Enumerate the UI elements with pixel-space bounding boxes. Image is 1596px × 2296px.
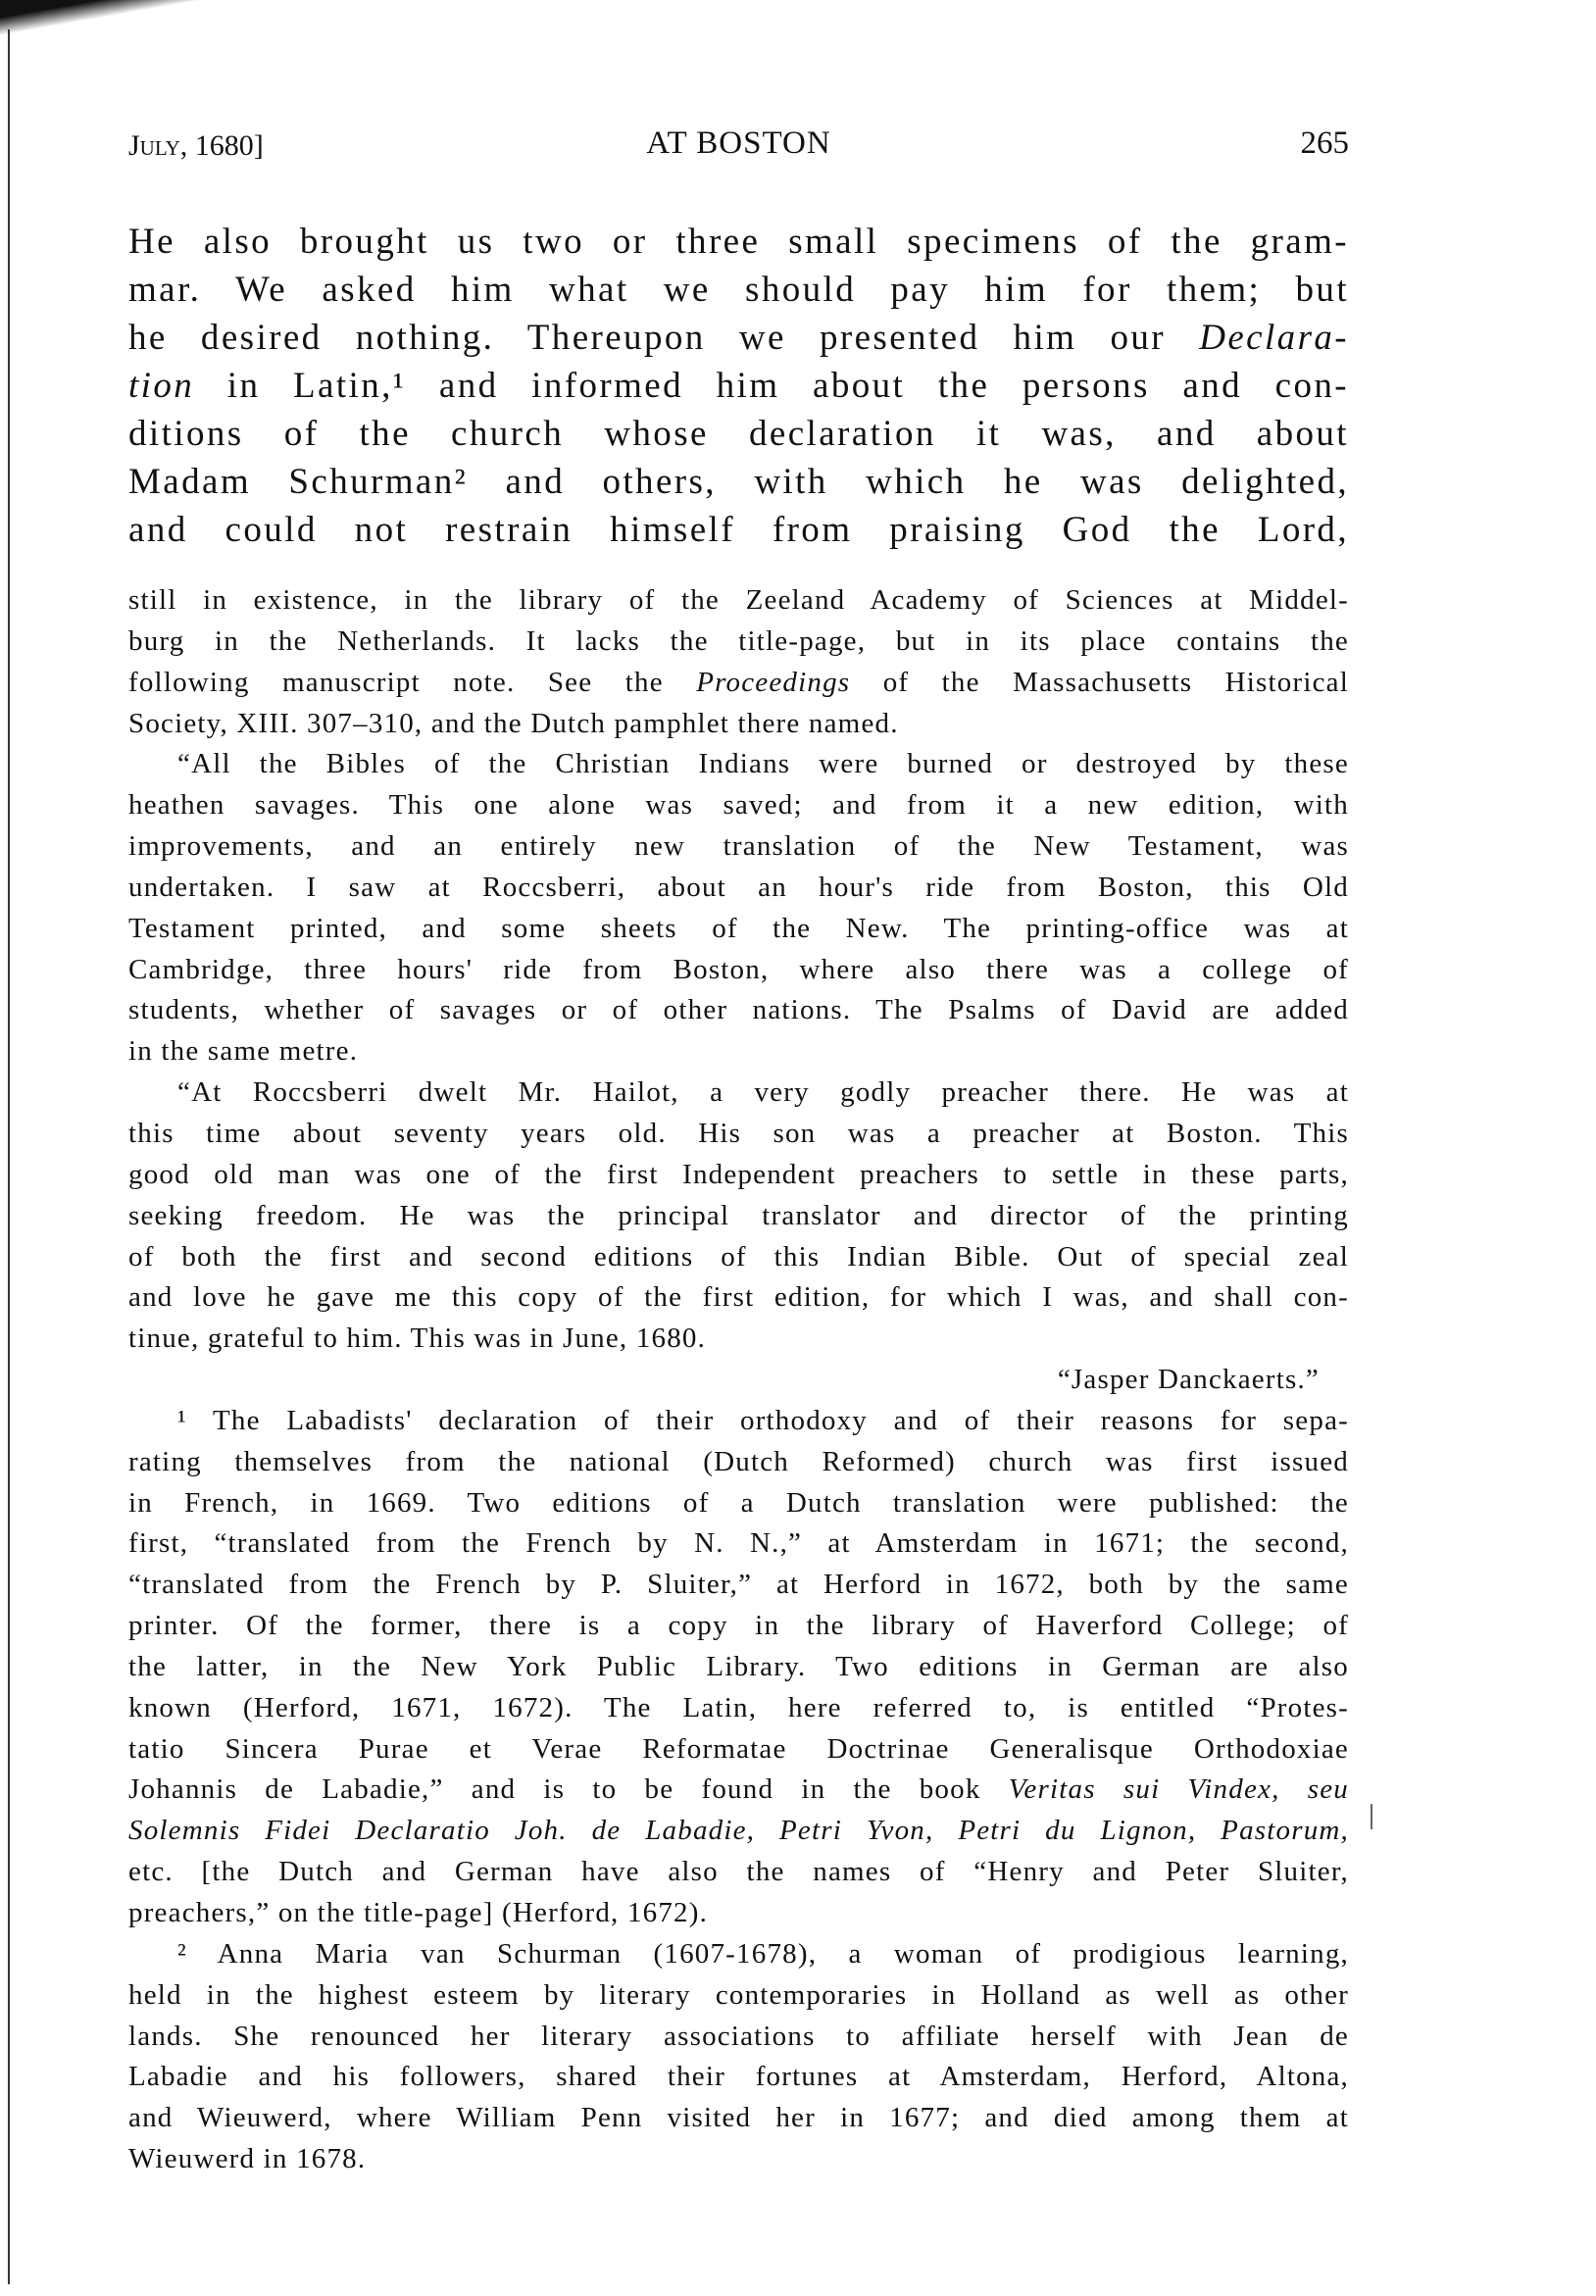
text-line — [128, 1237, 1349, 1278]
text-segment: the latter, in the New York Public Library. Two editions in German are also — [128, 1650, 1349, 1682]
text-line — [128, 990, 1349, 1031]
italic-text: tion — [128, 366, 195, 406]
text-line — [128, 1523, 1349, 1565]
text-segment: preachers,” on the title-page] (Herford, 1672). — [128, 1897, 709, 1928]
text-segment: he desired nothing. Thereupon we presented him our — [128, 318, 1200, 358]
text-line — [128, 1606, 1349, 1647]
text-line — [128, 950, 1349, 991]
text-line — [128, 580, 1349, 622]
text-segment: tatio Sincera Purae et Verae Reformatae Doctrinae Generalisque Orthodoxiae — [128, 1732, 1349, 1765]
text-segment: and love he gave me this copy of the first edition, for which I was, and shall con- — [128, 1281, 1349, 1314]
text-segment: tinue, grateful to him. This was in June, 1680. — [128, 1323, 707, 1355]
text-line — [128, 1360, 1349, 1401]
text-line — [128, 1975, 1349, 2017]
text-line — [128, 458, 1349, 506]
text-line — [128, 1852, 1349, 1893]
text-line — [128, 2057, 1349, 2098]
text-segment: Testament printed, and some sheets of the New. The printing-office was at — [128, 912, 1349, 944]
text-line — [128, 1442, 1349, 1483]
text-segment: burg in the Netherlands. It lacks the title-page, but in its place contains the — [128, 624, 1349, 657]
text-line — [128, 785, 1349, 826]
text-line — [128, 2139, 1349, 2180]
text-segment: heathen savages. This one alone was saved; and from it a new edition, with — [128, 789, 1349, 822]
italic-text: Proceedings — [696, 666, 851, 698]
text-segment: of the Massachusetts Historical — [850, 666, 1349, 698]
text-line — [128, 744, 1349, 785]
text-line — [128, 868, 1349, 909]
text-line — [128, 1729, 1349, 1771]
text-segment: “At Roccsberri dwelt Mr. Hailot, a very godly preacher there. He was at — [177, 1076, 1349, 1109]
text-line — [128, 1277, 1349, 1319]
text-line — [128, 1647, 1349, 1688]
text-line — [128, 1811, 1349, 1852]
text-segment: improvements, and an entirely new translation of the New Testament, was — [128, 830, 1349, 863]
text-segment: ¹ The Labadists' declaration of their orthodoxy and of their reasons for sepa- — [177, 1404, 1349, 1436]
text-segment: in French, in 1669. Two editions of a Dutch translation were published: the — [128, 1486, 1349, 1519]
text-segment: mar. We asked him what we should pay him for them; but — [128, 270, 1349, 310]
text-line — [128, 1770, 1349, 1811]
text-line — [128, 2017, 1349, 2058]
text-segment: etc. [the Dutch and German have also the names of “Henry and Peter Sluiter, — [128, 1856, 1349, 1888]
text-line — [128, 1483, 1349, 1524]
text-segment: lands. She renounced her literary associations to affiliate herself with Jean de — [128, 2020, 1349, 2052]
text-line — [128, 663, 1349, 704]
text-segment: this time about seventy years old. His son was a preacher at Boston. This — [128, 1117, 1349, 1149]
text-line — [128, 1031, 1349, 1073]
text-segment: “Jasper Danckaerts.” — [1057, 1364, 1320, 1396]
body-text — [128, 218, 1349, 554]
text-segment: students, whether of savages or of other nations. The Psalms of David are added — [128, 994, 1349, 1026]
text-line — [128, 1319, 1349, 1360]
text-segment: following manuscript note. See the — [128, 666, 697, 698]
text-segment: Madam Schurman² and others, with which he was delighted, — [128, 462, 1349, 502]
text-segment: seeking freedom. He was the principal translator and director of the printing — [128, 1199, 1349, 1231]
text-line — [128, 506, 1349, 554]
page-number: 265 — [1300, 125, 1349, 161]
text-line — [128, 266, 1349, 314]
text-segment: ² Anna Maria van Schurman (1607-1678), a woman of prodigious learning, — [177, 1937, 1349, 1970]
text-segment: Cambridge, three hours' ride from Boston, where also there was a college of — [128, 953, 1349, 985]
text-segment: good old man was one of the first Independent preachers to settle in these parts, — [128, 1158, 1349, 1190]
text-segment: Society, XIII. 307–310, and the Dutch pamphlet there named. — [128, 707, 899, 739]
running-head-date: July, 1680] — [128, 129, 264, 162]
italic-text: Veritas sui Vindex, seu — [1008, 1773, 1349, 1806]
text-segment: in Latin,¹ and informed him about the persons and con- — [194, 366, 1349, 406]
text-line — [128, 622, 1349, 663]
text-segment: known (Herford, 1671, 1672). The Latin, here referred to, is entitled “Protes- — [128, 1691, 1349, 1723]
italic-text: Solemnis Fidei Declaratio Joh. de Labadie, Petri Yvon, Petri du Lignon, Pastorum, — [128, 1815, 1349, 1847]
text-segment: Wieuwerd in 1678. — [128, 2143, 367, 2175]
scan-smudge — [0, 0, 225, 39]
text-segment: undertaken. I saw at Roccsberri, about an hour's ride from Boston, this Old — [128, 871, 1349, 903]
text-line — [128, 1196, 1349, 1237]
text-line — [128, 218, 1349, 266]
text-segment: “All the Bibles of the Christian Indians were burned or destroyed by these — [177, 748, 1349, 780]
text-segment: Labadie and his followers, shared their fortunes at Amsterdam, Herford, Altona, — [128, 2061, 1349, 2093]
italic-text: Declara- — [1199, 318, 1349, 358]
text-line — [128, 1934, 1349, 1975]
text-segment: still in existence, in the library of the Zeeland Academy of Sciences at Middel- — [128, 584, 1349, 616]
text-segment: and could not restrain himself from praising God the Lord, — [128, 510, 1349, 550]
text-line — [128, 909, 1349, 950]
text-line — [128, 1565, 1349, 1606]
text-line — [128, 1893, 1349, 1934]
text-segment: He also brought us two or three small specimens of the gram- — [128, 222, 1349, 262]
text-line — [128, 314, 1349, 362]
text-segment: Johannis de Labadie,” and is to be found in the book — [128, 1773, 1009, 1806]
text-line — [128, 410, 1349, 458]
text-segment: printer. Of the former, there is a copy in the library of Haverford College; of — [128, 1610, 1349, 1642]
text-line — [128, 2098, 1349, 2139]
text-segment: of both the first and second editions of this Indian Bible. Out of special zeal — [128, 1240, 1349, 1273]
text-segment: ditions of the church whose declaration it was, and about — [128, 414, 1349, 454]
text-line — [128, 1114, 1349, 1155]
footnotes — [128, 580, 1349, 2180]
text-segment: “translated from the French by P. Sluiter,” at Herford in 1672, both by the same — [128, 1569, 1349, 1601]
text-line — [128, 1401, 1349, 1442]
text-segment: held in the highest esteem by literary contemporaries in Holland as well as other — [128, 1978, 1349, 2011]
text-segment: in the same metre. — [128, 1035, 359, 1068]
running-head-title: AT BOSTON — [646, 125, 831, 161]
text-line — [128, 1155, 1349, 1196]
running-header — [128, 125, 1349, 165]
margin-mark — [1371, 1804, 1372, 1829]
text-line — [128, 704, 1349, 745]
text-segment: rating themselves from the national (Dutch Reformed) church was first issued — [128, 1445, 1349, 1477]
page-edge-line — [8, 29, 10, 2284]
text-segment: and Wieuwerd, where William Penn visited her in 1677; and died among them at — [128, 2102, 1349, 2134]
text-line — [128, 826, 1349, 868]
text-line — [128, 1073, 1349, 1114]
text-segment: first, “translated from the French by N. N.,” at Amsterdam in 1671; the second, — [128, 1527, 1349, 1560]
text-line — [128, 362, 1349, 410]
text-line — [128, 1688, 1349, 1729]
